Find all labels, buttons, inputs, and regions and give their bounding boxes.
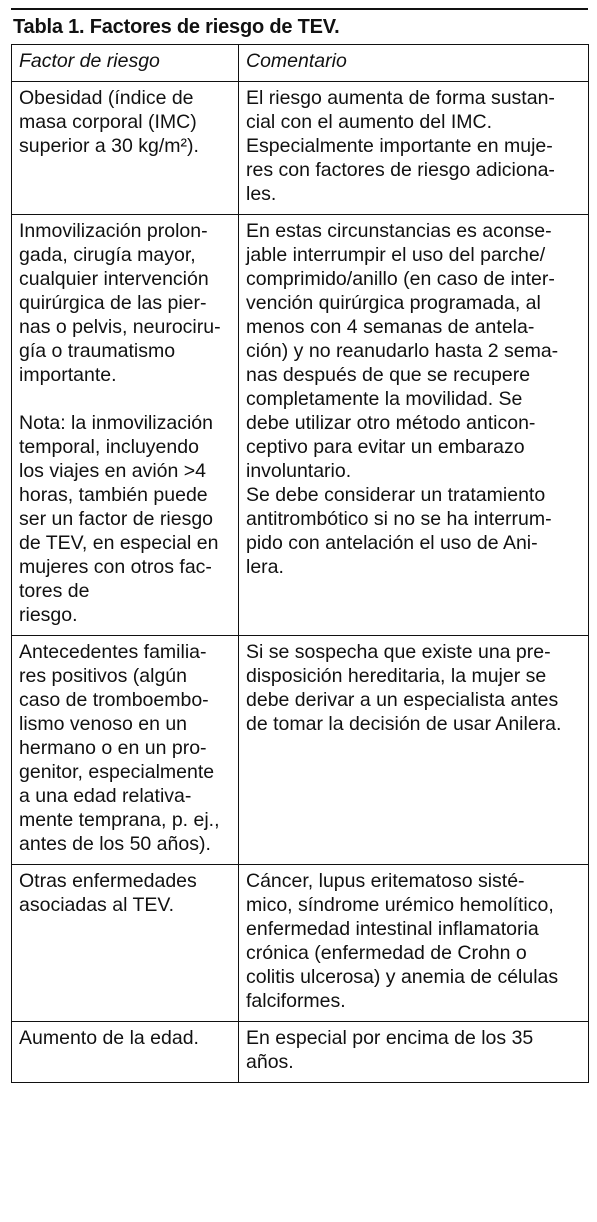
factor-cell [12,865,239,1022]
comment-cell-line: Cáncer, lupus eritematoso sisté- [246,870,525,892]
table-row [12,82,589,215]
factor-cell-line: los viajes en avión >4 [19,460,206,482]
comment-cell-line: mico, síndrome urémico hemolítico, [246,894,554,916]
factor-cell-line: masa corporal (IMC) [19,111,197,133]
comment-cell-line: involuntario. [246,460,352,482]
table-row [12,1022,589,1083]
factor-cell-line: horas, también puede [19,484,208,506]
factor-cell-line: lismo venoso en un [19,713,188,735]
comment-cell-line: Se debe considerar un tratamiento [246,484,546,506]
factor-cell-line: tores de [19,580,90,602]
comment-cell [239,215,589,636]
comment-cell-line: En especial por encima de los 35 [246,1027,534,1049]
comment-cell-line: les. [246,183,277,205]
factor-cell [12,215,239,636]
comment-cell-line: nas después de que se recupere [246,364,531,386]
header-factor: Factor de riesgo [12,45,239,82]
table-title: Tabla 1. Factores de riesgo de TEV. [13,16,340,38]
factor-cell-line: riesgo. [19,604,78,626]
paragraph-gap [19,387,234,411]
factor-cell-line: nas o pelvis, neurociru- [19,316,221,338]
factor-cell-line: Aumento de la edad. [19,1027,199,1049]
comment-cell-line: enfermedad intestinal inflamatoria [246,918,539,940]
comment-cell-line: debe derivar a un especialista antes [246,689,559,711]
comment-cell-line: colitis ulcerosa) y anemia de células [246,966,559,988]
factor-cell-line: quirúrgica de las pier- [19,292,207,314]
factor-cell-line: ser un factor de riesgo [19,508,214,530]
comment-cell-line: vención quirúrgica programada, al [246,292,541,314]
comment-cell-line: pido con antelación el uso de Ani- [246,532,538,554]
comment-cell-line: crónica (enfermedad de Crohn o [246,942,527,964]
factor-cell-line: superior a 30 kg/m²). [19,135,199,157]
factor-cell-line: res positivos (algún [19,665,187,687]
comment-cell-line: lera. [246,556,284,578]
factor-cell-line: temporal, incluyendo [19,436,199,458]
comment-cell-line: jable interrumpir el uso del parche/ [246,244,546,266]
comment-cell-line: El riesgo aumenta de forma sustan- [246,87,555,109]
comment-cell-line: menos con 4 semanas de antela- [246,316,535,338]
factor-cell-line: gía o traumatismo [19,340,176,362]
title-bar [11,8,588,44]
table-row [12,865,589,1022]
factor-cell-line: mujeres con otros fac- [19,556,212,578]
factor-cell-line: caso de tromboembo- [19,689,209,711]
factor-cell-line: a una edad relativa- [19,785,192,807]
factor-cell-line: gada, cirugía mayor, [19,244,196,266]
comment-cell-line: disposición hereditaria, la mujer se [246,665,547,687]
factor-cell-line: cualquier intervención [19,268,209,290]
factor-cell-line: Inmovilización prolon- [19,220,208,242]
comment-cell-line: completamente la movilidad. Se [246,388,523,410]
factor-cell [12,1022,239,1083]
comment-cell-line: comprimido/anillo (en caso de inter- [246,268,555,290]
comment-cell [239,1022,589,1083]
header-row [12,45,589,82]
comment-cell-line: ción) y no reanudarlo hasta 2 sema- [246,340,559,362]
factor-cell-line: genitor, especialmente [19,761,215,783]
factor-cell-line: Antecedentes familia- [19,641,207,663]
comment-cell-line: antitrombótico si no se ha interrum- [246,508,552,530]
factor-cell-line: Nota: la inmovilización [19,412,214,434]
table-body [12,82,589,1083]
comment-cell [239,636,589,865]
factor-cell-line: asociadas al TEV. [19,894,175,916]
factor-cell-line: mente temprana, p. ej., [19,809,220,831]
factor-cell [12,636,239,865]
comment-cell-line: Especialmente importante en muje- [246,135,553,157]
comment-cell-line: debe utilizar otro método anticon- [246,412,536,434]
factor-cell-line: Otras enfermedades [19,870,197,892]
comment-cell [239,865,589,1022]
factor-cell-line: importante. [19,364,117,386]
factor-cell-line: Obesidad (índice de [19,87,194,109]
comment-cell-line: falciformes. [246,990,346,1012]
table-row [12,636,589,865]
factor-cell-line: de TEV, en especial en [19,532,219,554]
comment-cell-line: Si se sospecha que existe una pre- [246,641,551,663]
factor-cell [12,82,239,215]
comment-cell-line: cial con el aumento del IMC. [246,111,493,133]
comment-cell-line: En estas circunstancias es aconse- [246,220,552,242]
comment-cell-line: de tomar la decisión de usar Anilera. [246,713,562,735]
header-comment: Comentario [239,45,589,82]
comment-cell-line: años. [246,1051,294,1073]
factor-cell-line: hermano o en un pro- [19,737,207,759]
factor-cell-line: antes de los 50 años). [19,833,211,855]
comment-cell-line: ceptivo para evitar un embarazo [246,436,525,458]
table-row [12,215,589,636]
table-header [12,45,589,82]
comment-cell-line: res con factores de riesgo adiciona- [246,159,555,181]
risk-factors-table [11,44,589,1083]
comment-cell [239,82,589,215]
